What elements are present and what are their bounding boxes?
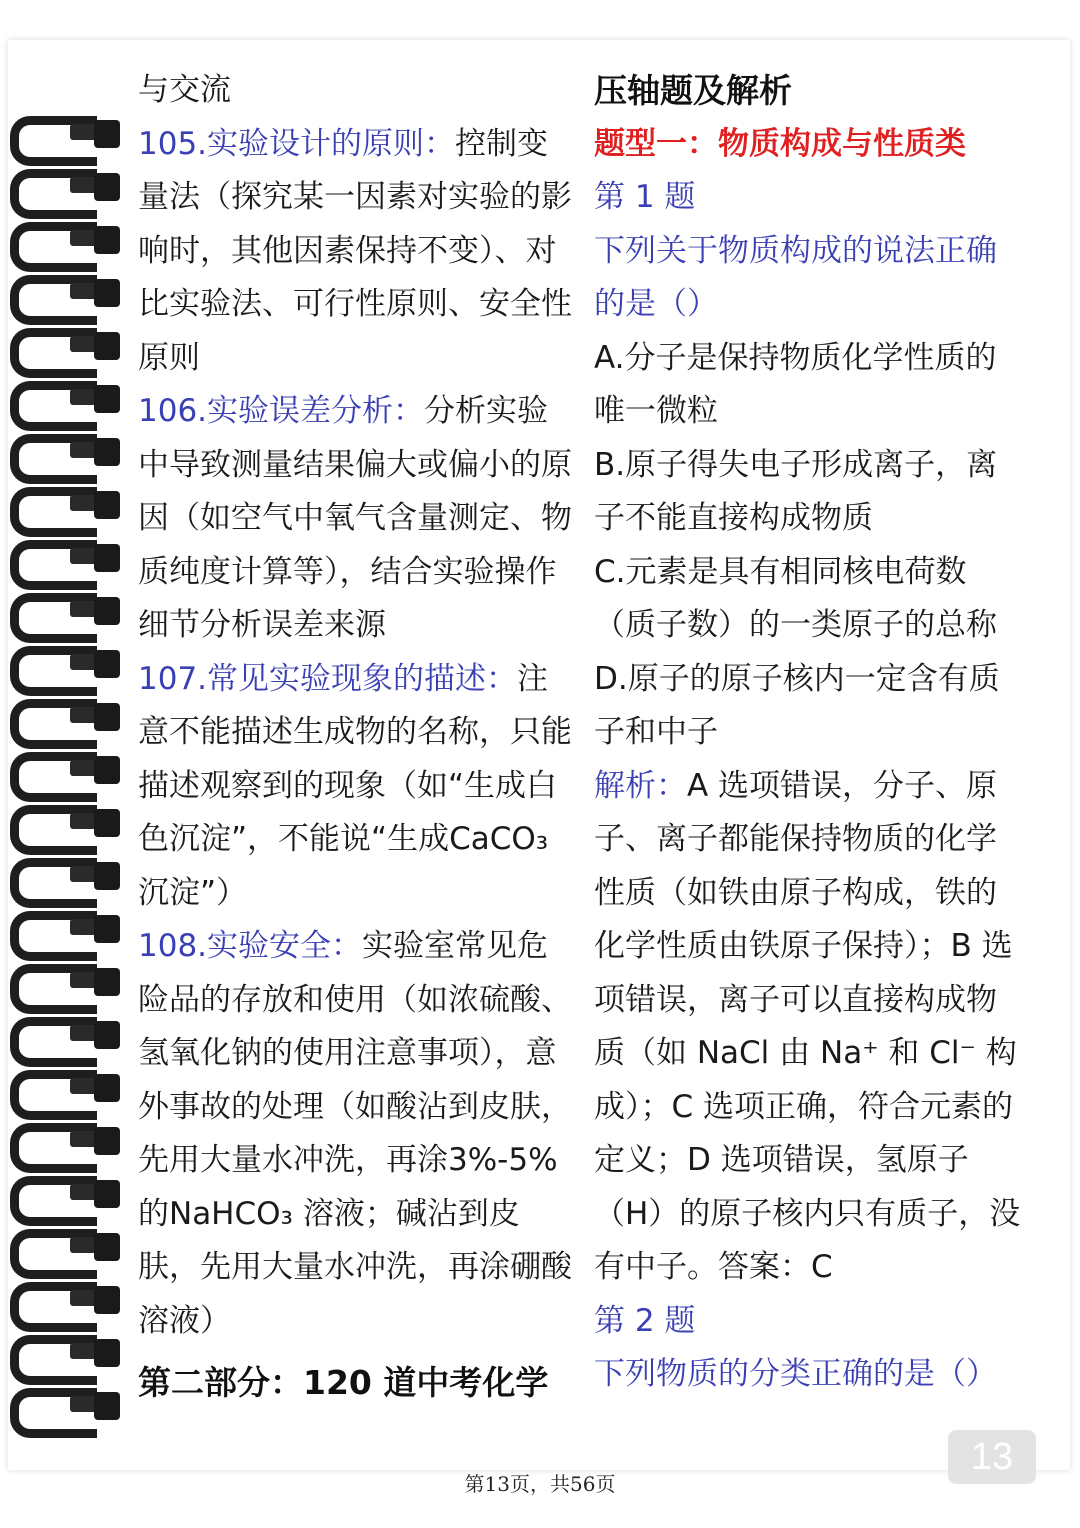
analysis-label: 解析： (594, 767, 687, 804)
item-text: 实验室常见危险品的存放和使用（如浓硫酸、氢氧化钠的使用注意事项），意外事故的处理（如酸沾到皮肤，先用大量水冲洗，再涂3%-5%的NaHCO₃ 溶液；碱沾到皮肤，先用大量水冲洗，再涂硼酸溶液） (138, 928, 572, 1339)
spiral-ring-icon (10, 587, 128, 633)
spiral-ring-icon (10, 428, 128, 474)
item-title: 108.实验安全： (138, 928, 363, 964)
question-type-title: 题型一：物质构成与性质类 (594, 125, 966, 162)
question-1-option-b: B.原子得失电子形成离子，离子不能直接构成物质 (594, 446, 998, 536)
item-title: 107.常见实验现象的描述： (138, 660, 518, 697)
spiral-ring-icon (10, 163, 128, 209)
spiral-ring-icon (10, 799, 128, 845)
right-heading: 压轴题及解析 (594, 71, 792, 110)
spiral-ring-icon (10, 1117, 128, 1163)
left-column (138, 64, 578, 1410)
spiral-ring-icon (10, 746, 128, 792)
analysis-text: A 选项错误，分子、原子、离子都能保持物质的化学性质（如铁由原子构成，铁的化学性质由铁原子保持）；B 选项错误，离子可以直接构成物质（如 NaCl 由 Na⁺ 和 Cl⁻ 构成）；C 选项正确，符合元素的定义；D 选项错误，氢原子（H）的原子核内只有质子，没有中子。答案：C (594, 767, 1021, 1285)
item-text: 分析实验中导致测量结果偏大或偏小的原因（如空气中氧气含量测定、物质纯度计算等），结合实验操作细节分析误差来源 (138, 393, 572, 643)
item-title: 106.实验误差分析： (138, 393, 425, 429)
spiral-ring-icon (10, 1329, 128, 1375)
spiral-ring-icon (10, 110, 128, 156)
question-1-analysis (594, 760, 1024, 1295)
spiral-ring-icon (10, 693, 128, 739)
page-footer: 第13页，共56页 (464, 1472, 616, 1496)
question-1-option-a: A.分子是保持物质化学性质的唯一微粒 (594, 339, 997, 429)
spiral-ring-icon (10, 534, 128, 580)
spiral-ring-icon (10, 481, 128, 527)
question-2-stem: 下列物质的分类正确的是（） (594, 1356, 997, 1392)
spiral-ring-icon (10, 1064, 128, 1110)
spiral-ring-icon (10, 1223, 128, 1269)
spiral-ring-icon (10, 1382, 128, 1428)
question-2-label: 第 2 题 (594, 1302, 696, 1339)
spiral-ring-icon (10, 905, 128, 951)
item-title: 105.实验设计的原则： (138, 125, 456, 162)
spiral-binding (0, 110, 140, 1470)
spiral-ring-icon (10, 958, 128, 1004)
question-1-option-d: D.原子的原子核内一定含有质子和中子 (594, 660, 1000, 750)
spiral-ring-icon (10, 1170, 128, 1216)
spiral-ring-icon (10, 375, 128, 421)
section-title: 第二部分：120 道中考化学 (138, 1363, 549, 1402)
right-column (594, 64, 1024, 1402)
item-108 (138, 920, 578, 1348)
item-105 (138, 118, 578, 386)
intro-line: 与交流 (138, 72, 231, 108)
item-text: 控制变量法（探究某一因素对实验的影响时，其他因素保持不变）、对比实验法、可行性原则、安全性原则 (138, 125, 572, 376)
question-1-label: 第 1 题 (594, 179, 696, 215)
question-1-stem: 下列关于物质构成的说法正确的是（） (594, 232, 997, 322)
item-text: 注意不能描述生成物的名称，只能描述观察到的现象（如“生成白色沉淀”，不能说“生成CaCO₃ 沉淀”） (138, 660, 572, 911)
spiral-ring-icon (10, 852, 128, 898)
spiral-ring-icon (10, 269, 128, 315)
spiral-ring-icon (10, 322, 128, 368)
spiral-ring-icon (10, 1276, 128, 1322)
spiral-ring-icon (10, 640, 128, 686)
item-106 (138, 385, 578, 653)
page-number-badge: 13 (948, 1430, 1036, 1484)
spiral-ring-icon (10, 1011, 128, 1057)
spiral-ring-icon (10, 216, 128, 262)
item-107 (138, 653, 578, 921)
question-1-option-c: C.元素是具有相同核电荷数（质子数）的一类原子的总称 (594, 553, 997, 643)
